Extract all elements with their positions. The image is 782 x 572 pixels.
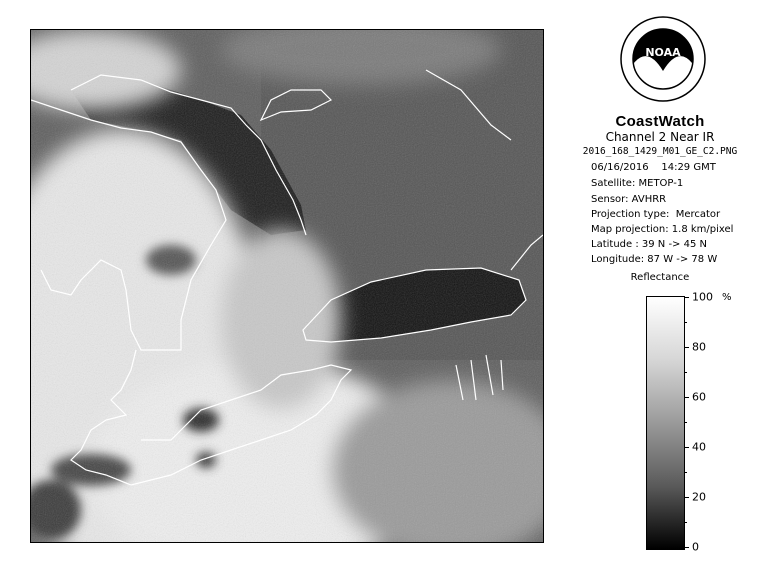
colorbar-tick-label: 20 bbox=[692, 490, 706, 504]
channel-subtitle: Channel 2 Near IR bbox=[605, 130, 715, 144]
reflectance-colorbar bbox=[646, 296, 685, 550]
satellite-image bbox=[30, 29, 544, 543]
colorbar-minor-tick bbox=[684, 422, 687, 423]
image-filename: 2016_168_1429_M01_GE_C2.PNG bbox=[582, 146, 738, 157]
noaa-logo-text: NOAA bbox=[645, 46, 681, 59]
colorbar-tick-label: 0 bbox=[692, 540, 699, 554]
colorbar-tick-label: 60 bbox=[692, 390, 706, 404]
map-projection: Map projection: 1.8 km/pixel bbox=[591, 224, 734, 235]
satellite-info: Satellite: METOP-1 bbox=[591, 178, 684, 189]
noaa-logo-svg bbox=[620, 16, 706, 102]
colorbar-major-tick bbox=[684, 397, 689, 398]
colorbar-minor-tick bbox=[684, 322, 687, 323]
colorbar-minor-tick bbox=[684, 372, 687, 373]
coastwatch-title: CoastWatch bbox=[615, 113, 705, 130]
colorbar-tick-label: 100 bbox=[692, 290, 713, 304]
colorbar-major-tick bbox=[684, 547, 689, 548]
projection-type: Projection type: Mercator bbox=[591, 209, 721, 220]
colorbar-title: Reflectance bbox=[630, 272, 690, 283]
colorbar-major-tick bbox=[684, 497, 689, 498]
sensor-info: Sensor: AVHRR bbox=[591, 194, 667, 205]
colorbar-major-tick bbox=[684, 347, 689, 348]
colorbar-tick-label: 40 bbox=[692, 440, 706, 454]
colorbar-tick-label: 80 bbox=[692, 340, 706, 354]
colorbar-major-tick bbox=[684, 297, 689, 298]
satellite-map-svg bbox=[31, 30, 543, 542]
colorbar-unit: % bbox=[722, 292, 732, 303]
image-texture bbox=[31, 30, 543, 542]
colorbar-minor-tick bbox=[684, 522, 687, 523]
colorbar-minor-tick bbox=[684, 472, 687, 473]
longitude-range: Longitude: 87 W -> 78 W bbox=[591, 254, 718, 265]
colorbar-major-tick bbox=[684, 447, 689, 448]
noaa-logo bbox=[620, 16, 706, 102]
date-time: 06/16/2016 14:29 GMT bbox=[591, 162, 716, 173]
latitude-range: Latitude : 39 N -> 45 N bbox=[591, 239, 707, 250]
